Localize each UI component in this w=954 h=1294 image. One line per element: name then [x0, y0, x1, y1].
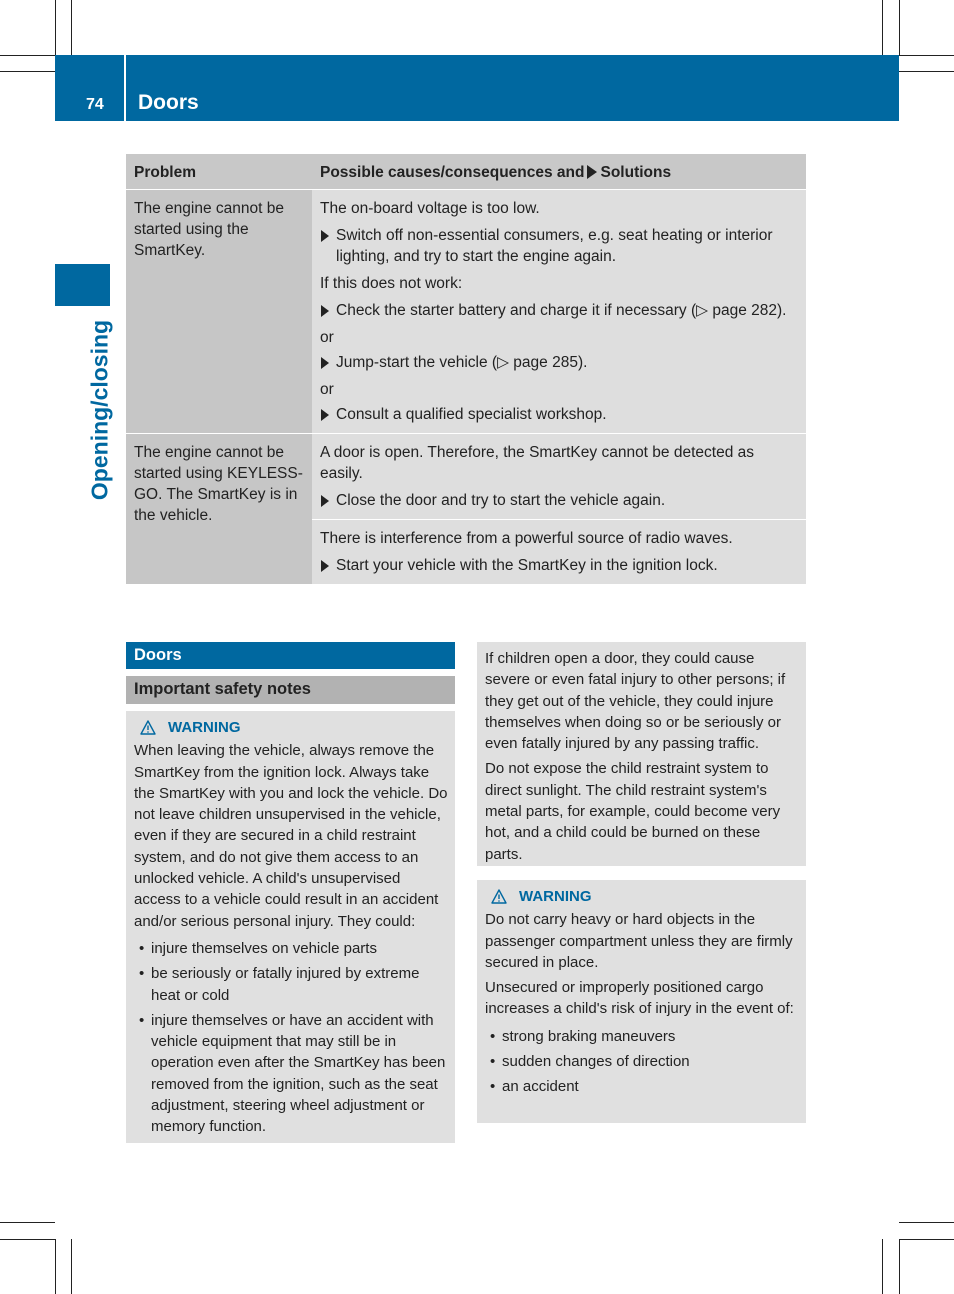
section-heading-doors: Doors	[126, 642, 455, 669]
problem-cell: The engine cannot be started using KEYLESS-GO. The SmartKey is in the vehicle.	[126, 434, 312, 585]
warning-box	[126, 711, 455, 1143]
step-text: Jump-start the vehicle (▷ page 285).	[336, 354, 588, 371]
paragraph: Do not expose the child restraint system to direct sunlight. The child restraint system's metal parts, for example, could become very hot, and a child could be burned on these parts.	[485, 760, 781, 863]
crop-mark	[882, 1239, 883, 1294]
crop-mark	[71, 1239, 72, 1294]
instruction-step	[320, 404, 799, 425]
table-header-row	[126, 154, 806, 190]
table-row	[126, 190, 806, 434]
crop-mark	[899, 1239, 954, 1240]
warning-continuation-box	[477, 642, 806, 866]
list-item	[485, 1076, 799, 1097]
list-item	[485, 1026, 799, 1047]
chapter-tab-marker	[55, 264, 110, 306]
page-number: 74	[86, 96, 104, 113]
problem-cell: The engine cannot be started using the SmartKey.	[126, 190, 312, 434]
warning-label: WARNING	[519, 888, 592, 905]
crop-mark	[899, 55, 954, 56]
step-arrow-icon	[321, 560, 329, 572]
cause-cell	[312, 520, 806, 585]
crop-mark	[71, 0, 72, 55]
chapter-label: Opening/closing	[86, 319, 113, 501]
instruction-step	[320, 555, 799, 576]
step-arrow-icon	[321, 495, 329, 507]
crop-mark	[0, 55, 55, 56]
or-separator: or	[320, 381, 334, 398]
paragraph: Do not carry heavy or hard objects in the passenger compartment unless they are firmly secured in place.	[485, 911, 793, 971]
warning-box	[477, 880, 806, 1123]
list-item-text: injure themselves or have an accident with vehicle equipment that may still be in operation even after the SmartKey has been removed from the ignition, such as the seat adjustment, steering wheel adjustment or memory function.	[151, 1011, 446, 1136]
cause-cell	[312, 434, 806, 520]
warning-triangle-icon	[491, 889, 507, 904]
bullet-icon: •	[490, 1053, 496, 1071]
paragraph: Unsecured or improperly positioned cargo increases a child's risk of injury in the event of:	[485, 979, 794, 1018]
warning-heading	[134, 717, 448, 738]
bullet-icon: •	[490, 1078, 496, 1096]
warning-heading	[485, 886, 799, 907]
crop-mark	[55, 1239, 56, 1294]
list-item-text: strong braking maneuvers	[502, 1027, 676, 1045]
list-item	[485, 1051, 799, 1072]
step-arrow-icon	[321, 357, 329, 369]
step-text: Close the door and try to start the vehicle again.	[336, 492, 666, 509]
crop-mark	[882, 0, 883, 55]
bullet-icon: •	[490, 1027, 496, 1045]
warning-text: When leaving the vehicle, always remove the SmartKey from the ignition lock. Always take the SmartKey with you and lock the vehicle. Do not leave children unsupervised in the vehicle, even if they are secured in a child restraint system, and do not give them access to an unlocked vehicle. A child's unsupervised access to a vehicle could result in an accident and/or serious personal injury. They could:	[134, 742, 448, 930]
cause-cell	[312, 190, 806, 434]
crop-mark	[899, 1239, 900, 1294]
bullet-icon: •	[139, 1011, 145, 1029]
column-header-causes	[312, 154, 806, 190]
subsection-heading-safety: Important safety notes	[126, 676, 455, 704]
crop-mark	[0, 1239, 55, 1240]
step-text: Start your vehicle with the SmartKey in the ignition lock.	[336, 557, 718, 574]
step-arrow-icon	[321, 230, 329, 242]
warning-triangle-icon	[140, 720, 156, 735]
step-text: Switch off non-essential consumers, e.g. seat heating or interior lighting, and try to start the engine again.	[336, 227, 773, 265]
list-item-text: an accident	[502, 1078, 579, 1096]
instruction-step	[320, 225, 799, 267]
list-item-text: injure themselves on vehicle parts	[151, 939, 377, 957]
troubleshooting-table	[126, 154, 806, 585]
column-header-solutions-text: Solutions	[600, 164, 672, 181]
column-header-causes-text: Possible causes/consequences and	[320, 164, 585, 181]
instruction-step	[320, 352, 799, 373]
header-divider	[124, 55, 126, 121]
paragraph: If children open a door, they could cause severe or even fatal injury to other persons; if they get out of the vehicle, they could injure themselves when doing so or be seriously or even fatally injured by any passing traffic.	[485, 650, 786, 753]
arrow-icon	[587, 165, 597, 179]
warning-label: WARNING	[168, 719, 241, 736]
cause-text: The on-board voltage is too low.	[320, 200, 540, 217]
fallback-text: If this does not work:	[320, 275, 463, 292]
cause-text: A door is open. Therefore, the SmartKey cannot be detected as easily.	[320, 444, 754, 482]
list-item	[134, 938, 448, 959]
list-item-text: sudden changes of direction	[502, 1053, 690, 1071]
step-arrow-icon	[321, 409, 329, 421]
bullet-icon: •	[139, 939, 145, 957]
list-item-text: be seriously or fatally injured by extreme heat or cold	[151, 965, 420, 1004]
crop-mark	[55, 0, 56, 55]
instruction-step	[320, 490, 799, 511]
crop-mark	[899, 1222, 954, 1223]
crop-mark	[0, 71, 55, 72]
list-item	[134, 1010, 448, 1138]
step-text: Check the starter battery and charge it if necessary (▷ page 282).	[336, 302, 787, 319]
step-text: Consult a qualified specialist workshop.	[336, 406, 607, 423]
page-title: Doors	[138, 91, 199, 114]
table-row	[126, 434, 806, 520]
list-item	[134, 963, 448, 1006]
cause-text: There is interference from a powerful source of radio waves.	[320, 530, 733, 547]
crop-mark	[899, 0, 900, 55]
crop-mark	[0, 1222, 55, 1223]
step-arrow-icon	[321, 305, 329, 317]
crop-mark	[899, 71, 954, 72]
column-header-problem: Problem	[126, 154, 312, 190]
instruction-step	[320, 300, 799, 321]
or-separator: or	[320, 329, 334, 346]
bullet-icon: •	[139, 965, 145, 983]
